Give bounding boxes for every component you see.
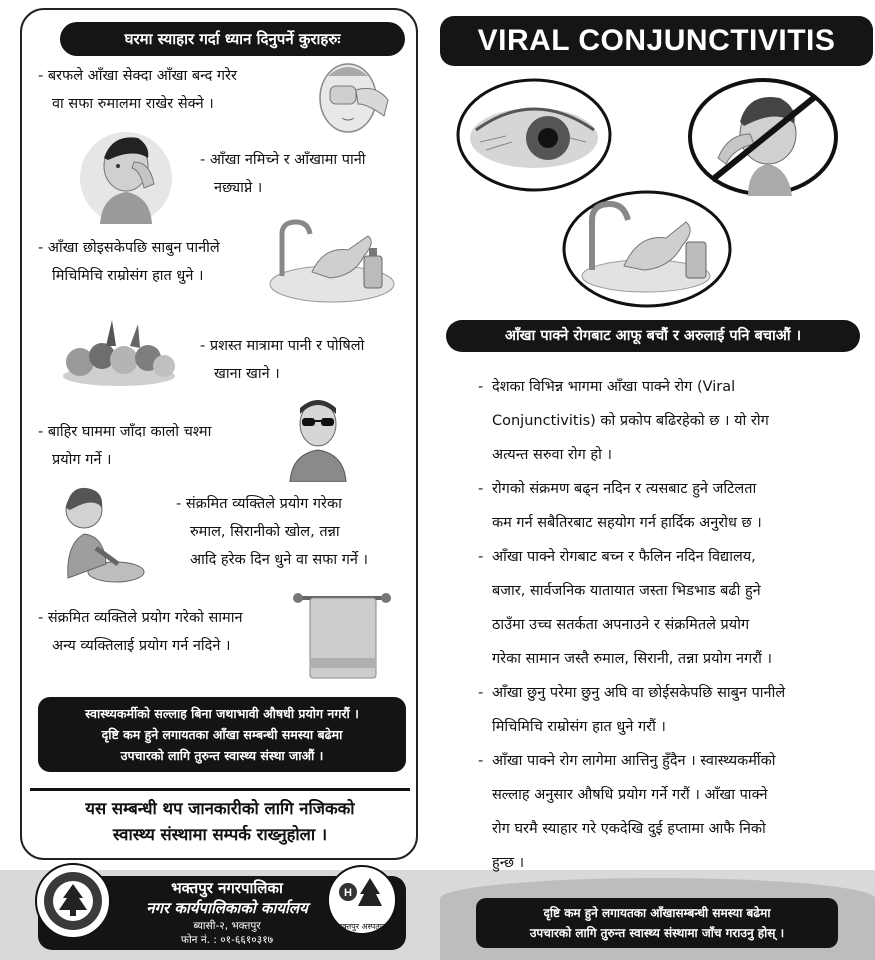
hand-washing-image <box>562 190 732 308</box>
list-item-line: आँखा छुनु परेमा छुनु अघि वा छोईसकेपछि साबुन पानीले <box>492 685 786 701</box>
notice-line: दृष्टि कम हुने लगायतका आँखा सम्बन्धी समस्या बढेमा <box>101 727 343 742</box>
tip-line: - बरफले आँखा सेक्दा आँखा बन्द गरेर <box>38 68 237 84</box>
hospital-label: भक्तपुर अस्पताल <box>336 922 388 931</box>
list-item-line: आँखा पाक्ने रोगबाट बच्न र फैलिन नदिन विद्यालय, <box>492 549 756 565</box>
list-item-line: अत्यन्त सरुवा रोग हो । <box>492 447 612 463</box>
tip-line: वा सफा रुमालमा राखेर सेक्ने । <box>52 96 214 112</box>
woman-washing-clothes-illustration <box>56 478 146 584</box>
municipality-address: ब्यासी-२, भक्तपुर <box>193 920 261 932</box>
tip-line: प्रयोग गर्ने । <box>52 452 112 468</box>
tip-line: नछ्याप्ने । <box>214 180 263 196</box>
list-item-line: बजार, सार्वजनिक यातायात जस्ता भिडभाड बढी हुने <box>492 583 761 599</box>
hand-washing-illustration <box>268 216 400 306</box>
awareness-list <box>478 370 863 880</box>
tip-no-rubbing <box>200 146 366 202</box>
list-item-line: रोगको संक्रमण बढ्न नदिन र त्यसबाट हुने जटिलता <box>492 481 757 497</box>
sunglasses-man-illustration <box>286 394 350 482</box>
list-item-line: सल्लाह अनुसार औषधि प्रयोग गर्ने गरौं । आँखा पाक्ने <box>492 787 768 803</box>
tip-line: - प्रशस्त मात्रामा पानी र पोषिलो <box>200 338 365 354</box>
list-item: - देशका विभिन्न भागमा आँखा पाक्ने रोग (Viral Conjunctivitis) को प्रकोप बढिरहेको छ । यो रोग अत्यन्त सरुवा रोग हो । <box>478 370 863 472</box>
tip-line: - आँखा नमिच्ने र आँखामा पानी <box>200 152 366 168</box>
list-item-line: देशका विभिन्न भागमा आँखा पाक्ने रोग (Viral <box>492 379 736 395</box>
tip-line: मिचिमिचि राम्रोसंग हात धुने । <box>52 268 204 284</box>
towel-illustration <box>292 588 392 682</box>
tip-sunglasses <box>38 418 211 474</box>
tip-hand-washing <box>38 234 220 290</box>
prevention-banner: आँखा पाक्ने रोगबाट आफू बचौं र अरुलाई पनि बचाऔं । <box>446 320 860 352</box>
tip-line: आदि हरेक दिन धुने वा सफा गर्ने । <box>190 552 369 568</box>
list-item-line: मिचिमिचि राम्रोसंग हात धुने गरौं । <box>492 719 666 735</box>
left-warning-notice <box>38 697 406 772</box>
tip-water-nutrition <box>200 332 364 388</box>
municipality-name: भक्तपुर नगरपालिका <box>171 879 283 897</box>
tip-line: - संक्रमित व्यक्तिले प्रयोग गरेका <box>176 496 342 512</box>
municipality-office: नगर कार्यपालिकाको कार्यालय <box>146 899 308 917</box>
contact-line: स्वास्थ्य संस्थामा सम्पर्क राख्नुहोला । <box>112 825 328 844</box>
list-item-line: रोग घरमै स्याहार गरे एकदेखि दुई हप्तामा आफै निको <box>492 821 766 837</box>
notice-line: उपचारको लागि तुरुन्त स्वास्थ्य संस्था जाऔं । <box>120 748 324 763</box>
no-eye-rubbing-sign <box>688 78 838 196</box>
page-title: VIRAL CONJUNCTIVITIS <box>440 16 873 66</box>
right-warning-notice <box>476 898 838 948</box>
list-item-line: गरेका सामान जस्तै रुमाल, सिरानी, तन्ना प्रयोग नगरौं । <box>492 651 773 667</box>
tip-line: - बाहिर घाममा जाँदा कालो चश्मा <box>38 424 212 440</box>
list-item: - आँखा छुनु परेमा छुनु अघि वा छोईसकेपछि साबुन पानीले मिचिमिचि राम्रोसंग हात धुने गरौं । <box>478 676 863 744</box>
divider <box>30 788 410 791</box>
notice-line: उपचारको लागि तुरुन्त स्वास्थ्य संस्थामा जाँच गराउनु होस् । <box>529 926 785 940</box>
tip-line: अन्य व्यक्तिलाई प्रयोग गर्न नदिने । <box>52 638 231 654</box>
list-item: - आँखा पाक्ने रोग लागेमा आत्तिनु हुँदैन । स्वास्थ्यकर्मीको सल्लाह अनुसार औषधि प्रयोग गर्ने गरौं । आँखा पाक्ने रोग घरमै स्याहार गरे एकदेखि दुई हप्तामा आफै निको हुन्छ । <box>478 744 863 880</box>
infected-eye-image <box>456 78 612 192</box>
vegetables-illustration <box>60 316 178 388</box>
eye-rubbing-boy-illustration <box>78 128 174 224</box>
tip-wash-linens <box>176 490 368 574</box>
tip-line: - आँखा छोइसकेपछि साबुन पानीले <box>38 240 220 256</box>
contact-line: यस सम्बन्धी थप जानकारीको लागि नजिकको <box>85 799 355 818</box>
contact-message <box>30 796 410 848</box>
tip-no-sharing <box>38 604 243 660</box>
list-item-line: हुन्छ । <box>492 855 525 871</box>
list-item-line: आँखा पाक्ने रोग लागेमा आत्तिनु हुँदैन । स्वास्थ्यकर्मीको <box>492 753 776 769</box>
tip-line: खाना खाने । <box>214 366 280 382</box>
tip-line: रुमाल, सिरानीको खोल, तन्ना <box>190 524 340 540</box>
notice-line: स्वास्थ्यकर्मीको सल्लाह बिना जथाभावी औषधी प्रयोग नगरौं । <box>85 706 359 721</box>
municipality-logo-icon <box>34 862 112 940</box>
municipality-phone: फोन नं. : ०१-६६१०३१७ <box>180 934 274 946</box>
notice-line: दृष्टि कम हुने लगायतका आँखासम्बन्धी समस्या बढेमा <box>543 906 771 920</box>
eye-compress-illustration <box>306 56 398 134</box>
list-item: - रोगको संक्रमण बढ्न नदिन र त्यसबाट हुने जटिलता कम गर्न सबैतिरबाट सहयोग गर्न हार्दिक अनुरोध छ । <box>478 472 863 540</box>
list-item-line: ठाउँमा उच्च सतर्कता अपनाउने र संक्रमितले प्रयोग <box>492 617 750 633</box>
tip-line: - संक्रमित व्यक्तिले प्रयोग गरेको सामान <box>38 610 243 626</box>
home-care-title: घरमा स्याहार गर्दा ध्यान दिनुपर्ने कुराहरुः <box>60 22 405 56</box>
list-item-line: कम गर्न सबैतिरबाट सहयोग गर्न हार्दिक अनुरोध छ । <box>492 515 762 531</box>
tip-ice-compress <box>38 62 237 118</box>
list-item-line: Conjunctivitis) को प्रकोप बढिरहेको छ । यो रोग <box>492 413 769 429</box>
list-item: - आँखा पाक्ने रोगबाट बच्न र फैलिन नदिन विद्यालय, बजार, सार्वजनिक यातायात जस्ता भिडभाड बढी हुने ठाउँमा उच्च सतर्कता अपनाउने र संक्रमितले प्रयोग गरेका सामान जस्तै रुमाल, सिरानी, तन्ना प्रयोग नगरौं । <box>478 540 863 676</box>
svg-text:H: H <box>344 887 352 899</box>
